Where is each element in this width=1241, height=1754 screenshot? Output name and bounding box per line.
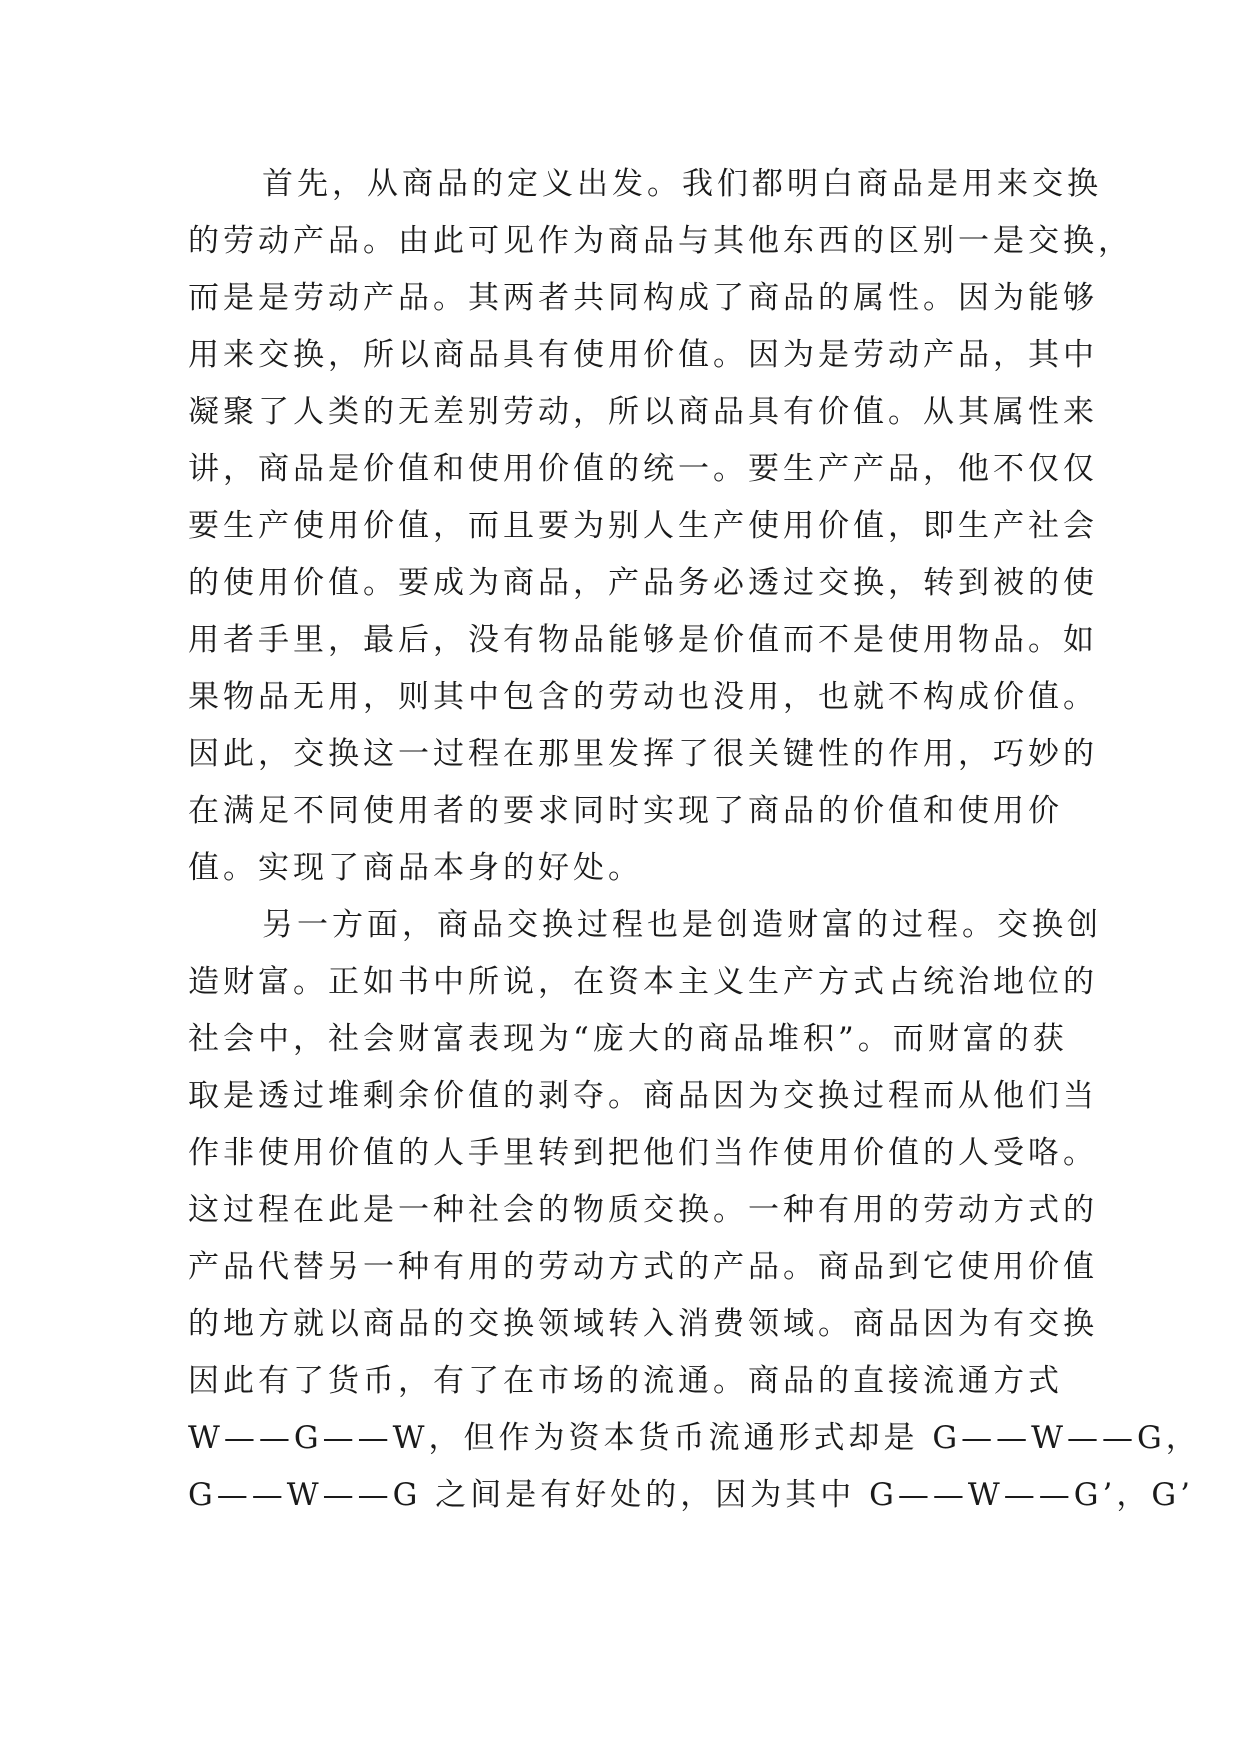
- text-line: 果物品无用，则其中包含的劳动也没用，也就不构成价值。: [188, 679, 1098, 715]
- text-line: W——G——W，但作为资本货币流通形式却是 G——W——G，: [188, 1420, 1201, 1456]
- text-line: 造财富。正如书中所说，在资本主义生产方式占统治地位的: [188, 964, 1098, 1000]
- text-line: 另一方面，商品交换过程也是创造财富的过程。交换创: [262, 907, 1102, 943]
- text-line: 因此，交换这一过程在那里发挥了很关键性的作用，巧妙的: [188, 736, 1098, 772]
- text-line: 的地方就以商品的交换领域转入消费领域。商品因为有交换: [188, 1306, 1098, 1342]
- text-line: 取是透过堆剩余价值的剥夺。商品因为交换过程而从他们当: [188, 1078, 1098, 1114]
- text-line: 要生产使用价值，而且要为别人生产使用价值，即生产社会: [188, 508, 1098, 544]
- text-line: 因此有了货币，有了在市场的流通。商品的直接流通方式: [188, 1363, 1063, 1399]
- text-line: 值。实现了商品本身的好处。: [188, 850, 643, 886]
- text-line: 首先，从商品的定义出发。我们都明白商品是用来交换: [262, 166, 1102, 202]
- text-line: 用者手里，最后，没有物品能够是价值而不是使用物品。如: [188, 622, 1098, 658]
- text-line: 凝聚了人类的无差别劳动，所以商品具有价值。从其属性来: [188, 394, 1098, 430]
- text-line: 这过程在此是一种社会的物质交换。一种有用的劳动方式的: [188, 1192, 1098, 1228]
- text-line: 在满足不同使用者的要求同时实现了商品的价值和使用价: [188, 793, 1063, 829]
- text-line: 作非使用价值的人手里转到把他们当作使用价值的人受咯。: [188, 1135, 1098, 1171]
- text-line: 社会中，社会财富表现为“庞大的商品堆积”。而财富的获: [188, 1021, 1068, 1057]
- text-line: 的使用价值。要成为商品，产品务必透过交换，转到被的使: [188, 565, 1098, 601]
- text-line: 讲，商品是价值和使用价值的统一。要生产产品，他不仅仅: [188, 451, 1098, 487]
- text-line: 用来交换，所以商品具有使用价值。因为是劳动产品，其中: [188, 337, 1098, 373]
- text-line: G——W——G 之间是有好处的，因为其中 G——W——G’，G’: [188, 1477, 1194, 1513]
- text-line: 而是是劳动产品。其两者共同构成了商品的属性。因为能够: [188, 280, 1098, 316]
- text-line: 产品代替另一种有用的劳动方式的产品。商品到它使用价值: [188, 1249, 1098, 1285]
- text-line: 的劳动产品。由此可见作为商品与其他东西的区别一是交换，: [188, 223, 1133, 259]
